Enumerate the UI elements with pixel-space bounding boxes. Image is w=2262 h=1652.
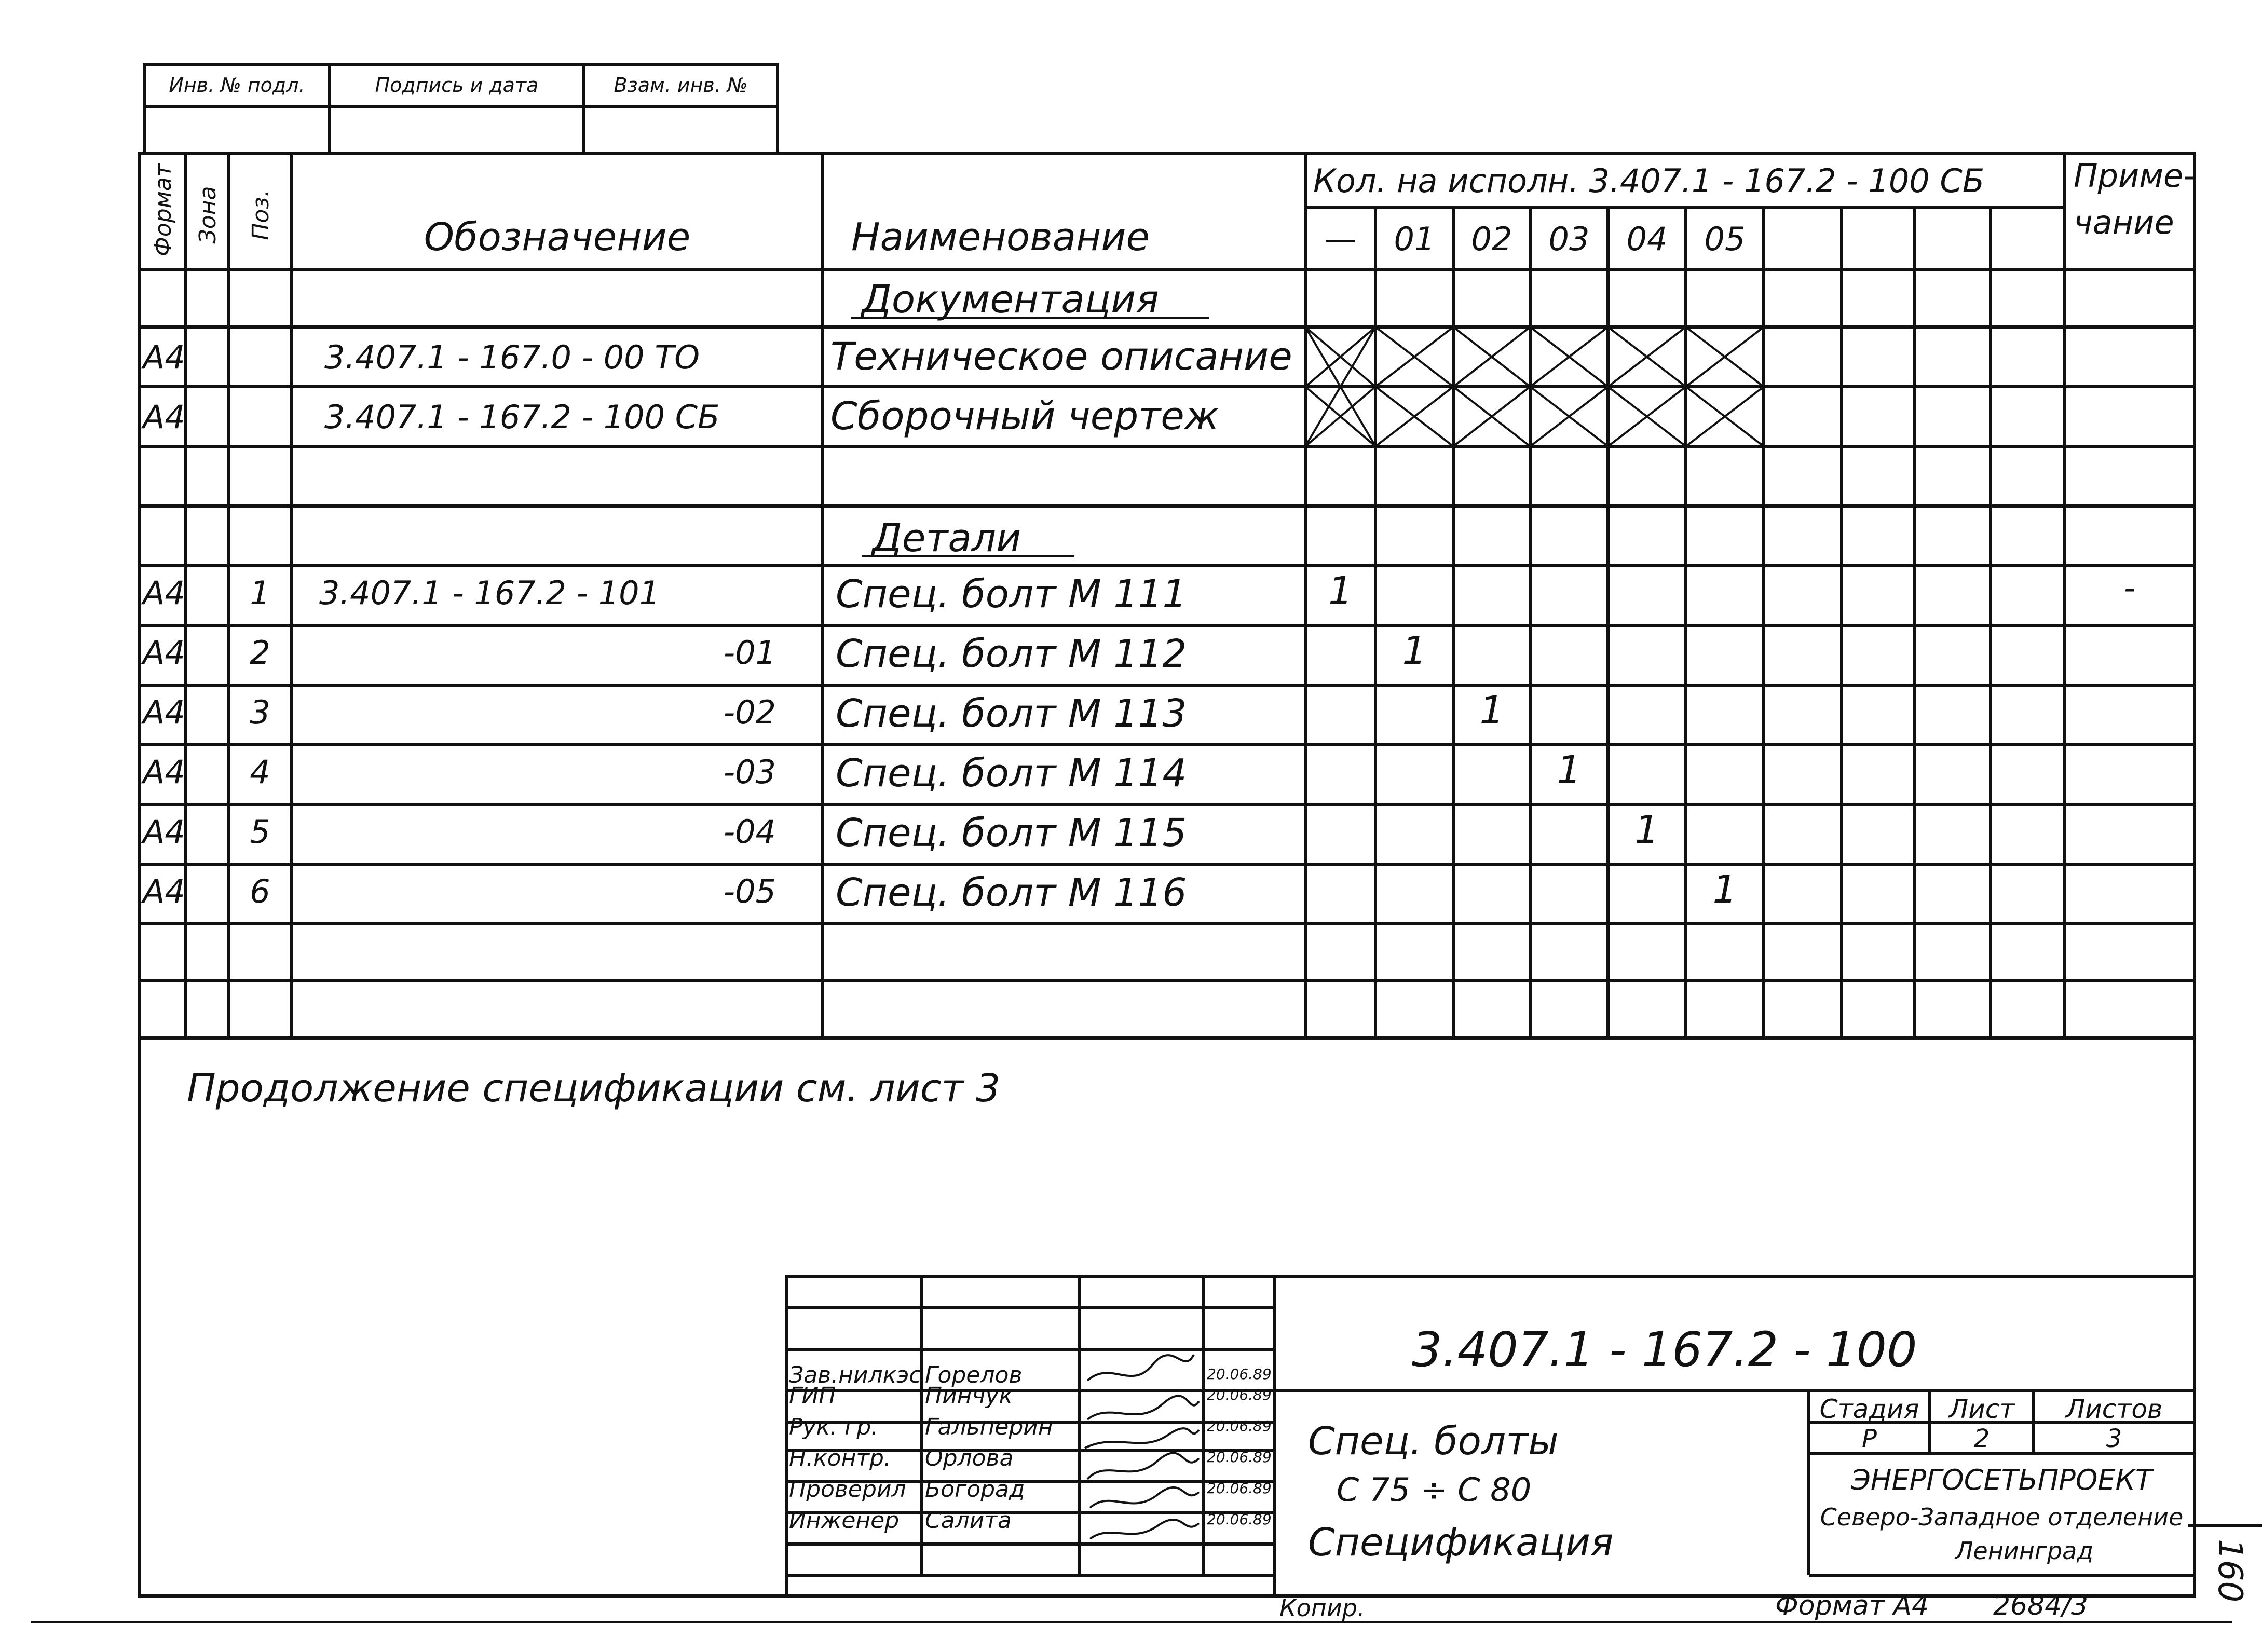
detail-row-name: Спец. болт М 114 [836,751,1187,796]
signatures [1085,1355,1199,1539]
variant-header: 05 [1704,220,1746,258]
signer-name: Пинчук [925,1383,1013,1409]
section-details: Детали [872,516,1021,561]
org-line-2: Северо-Западное отделение [1820,1503,2184,1531]
detail-row-qty: 1 [1479,688,1504,733]
signer-role: Рук. гр. [789,1414,879,1440]
detail-row-format: А4 [143,753,185,791]
variant-header: 03 [1548,220,1590,258]
detail-row-qty: 1 [1328,569,1353,613]
stamp-podpis-data: Подпись и дата [375,74,539,97]
header-kol-group: Кол. на исполн. 3.407.1 - 167.2 - 100 СБ [1313,162,1985,200]
stamp-inv-podl: Инв. № подл. [169,74,305,97]
variant-header: — [1324,220,1357,258]
detail-row-designation: 3.407.1 - 167.2 - 101 [319,574,660,612]
footer-archive: 2684/3 [1993,1590,2088,1621]
doc-row-designation: 3.407.1 - 167.0 - 00 ТО [324,338,700,376]
continuation-note: Продолжение спецификации см. лист 3 [187,1066,1001,1111]
doc-number: 3.407.1 - 167.2 - 100 [1412,1322,1917,1377]
sheets-value: 3 [2106,1424,2122,1453]
signer-role: Проверил [789,1476,906,1503]
header-format: Формат [150,163,176,256]
signer-role: Зав.нилкэс [789,1362,922,1388]
title-line-3: Спецификация [1308,1520,1614,1565]
detail-row-name: Спец. болт М 116 [836,870,1187,915]
signer-role: Инженер [789,1507,900,1534]
section-documentation: Документация [862,277,1159,322]
signer-date: 20.06.89 [1207,1366,1272,1383]
detail-row-qty: 1 [1712,867,1737,912]
detail-row-designation: -02 [723,693,776,731]
detail-row-format: А4 [143,574,185,612]
detail-row-designation: -05 [723,872,776,910]
title-line-2: С 75 ÷ С 80 [1337,1471,1532,1509]
signer-role: ГИП [789,1383,836,1409]
sheet-value: 2 [1973,1424,1990,1453]
detail-row-designation: -03 [723,753,776,791]
org-line-3: Ленинград [1955,1537,2094,1565]
detail-row-designation: -01 [723,634,776,672]
header-prim-1: Приме- [2074,157,2195,195]
signer-date: 20.06.89 [1207,1386,1272,1403]
detail-row-designation: -04 [723,813,776,851]
detail-row-pos: 5 [250,813,270,851]
detail-row-name: Спец. болт М 112 [836,632,1187,676]
signer-date: 20.06.89 [1207,1417,1272,1435]
title-line-1: Спец. болты [1308,1419,1559,1464]
org-line-1: ЭНЕРГОСЕТЬПРОЕКТ [1851,1464,2152,1496]
doc-row-name: Сборочный чертеж [830,394,1219,439]
signer-name: Горелов [925,1362,1023,1388]
variant-header: 04 [1626,220,1668,258]
detail-row-note: - [2123,569,2136,607]
detail-row-format: А4 [143,813,185,851]
stamp-vzam-inv: Взам. инв. № [614,74,748,97]
variant-header: 02 [1471,220,1512,258]
detail-row-qty: 1 [1557,748,1582,793]
detail-row-pos: 4 [250,753,270,791]
signer-name: Гальперин [925,1414,1053,1440]
signer-date: 20.06.89 [1207,1449,1272,1466]
signer-name: Богорад [925,1476,1025,1503]
signer-date: 20.06.89 [1207,1480,1272,1497]
detail-row-format: А4 [143,872,185,910]
detail-row-pos: 1 [250,574,270,612]
detail-row-name: Спец. болт М 115 [836,811,1187,855]
signer-date: 20.06.89 [1207,1511,1272,1528]
signer-name: Орлова [925,1445,1014,1471]
detail-row-pos: 6 [250,872,270,910]
detail-row-pos: 3 [250,693,270,731]
detail-row-name: Спец. болт М 113 [836,691,1187,736]
variant-header: 01 [1394,220,1435,258]
stage-value: Р [1862,1424,1877,1453]
doc-row-format: А4 [143,338,185,376]
doc-row-format: А4 [143,398,185,436]
detail-row-name: Спец. болт М 111 [836,572,1187,617]
sheet-label: Лист [1948,1394,2015,1424]
header-naimenovanie: Наименование [851,215,1150,260]
detail-row-format: А4 [143,693,185,731]
doc-row-designation: 3.407.1 - 167.2 - 100 СБ [324,398,720,436]
detail-row-qty: 1 [1634,808,1659,852]
header-zona: Зона [195,186,221,244]
stage-label: Стадия [1819,1394,1919,1424]
footer-format: Формат А4 [1775,1590,1929,1621]
detail-row-format: А4 [143,634,185,672]
signer-role: Н.контр. [789,1445,891,1471]
signer-name: Салита [925,1507,1012,1534]
header-prim-2: чание [2074,203,2174,241]
doc-row-name: Техническое описание [830,334,1292,379]
sheets-label: Листов [2065,1394,2163,1424]
header-poz: Поз. [248,189,274,240]
footer-copied: Копир. [1279,1594,1365,1622]
detail-row-qty: 1 [1402,629,1427,673]
page-number: 160 [2211,1539,2249,1603]
detail-row-pos: 2 [250,634,270,672]
header-oboznachenie: Обозначение [424,215,691,260]
